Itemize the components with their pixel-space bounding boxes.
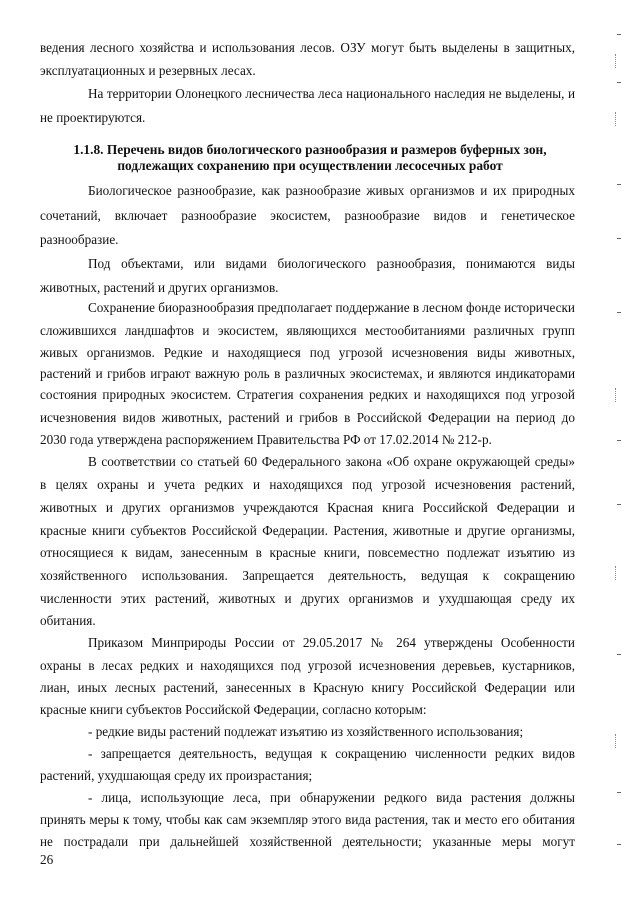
text-line: животных и других организмов учреждаются Красная книга Российской Федерации и (40, 500, 575, 515)
text-line: эксплуатационных и резервных лесах. (40, 63, 256, 78)
text-line: красные книги субъектов Российской Федерации. Растения, животные и другие организмы, (40, 523, 575, 538)
list-item: - запрещается деятельность, ведущая к сокращению численности редких видов (88, 746, 575, 761)
text-line: растений, ухудшающая среду их произрастания; (40, 768, 313, 783)
text-line: ведения лесного хозяйства и использования лесов. ОЗУ могут быть выделены в защитных, (40, 40, 575, 55)
text-line: животных, растений и других организмов. (40, 280, 279, 295)
list-item: - лица, использующие леса, при обнаружении редкого вида растения должны (88, 790, 575, 805)
text-line: хозяйственного использования. Запрещается деятельность, ведущая к сокращению (40, 568, 575, 583)
text-line: Приказом Минприроды России от 29.05.2017 № 264 утверждены Особенности (88, 635, 575, 650)
text-line: разнообразие. (40, 232, 119, 247)
scan-margin-mark (617, 238, 621, 239)
text-line: обитания. (40, 613, 96, 628)
text-line: растений и грибов играют важную роль в различных экосистемах, и являются индикаторами (40, 366, 575, 381)
text-line: красные книги субъектов Российской Федерации, согласно которым: (40, 702, 427, 717)
page-number: 26 (40, 852, 54, 867)
scan-margin-mark (615, 388, 618, 402)
text-line: относящиеся к видам, занесенным в красные книги, повсеместно подлежат изъятию из (40, 545, 575, 560)
scan-margin-mark (617, 184, 621, 185)
text-line: На территории Олонецкого лесничества леса национального наследия не выделены, и (88, 86, 575, 101)
text-line: сложившихся ландшафтов и экосистем, являющихся местообитаниями различных групп (40, 323, 575, 338)
text-line: живых организмов. Редкие и находящиеся под угрозой исчезновения виды животных, (40, 345, 575, 360)
text-line: 2030 года утверждена распоряжением Правительства РФ от 17.02.2014 № 212-р. (40, 432, 492, 447)
scan-margin-mark (617, 844, 621, 845)
scan-margin-mark (617, 792, 621, 793)
scan-margin-mark (615, 566, 618, 580)
text-line: Биологическое разнообразие, как разнообразие живых организмов и их природных (88, 183, 575, 198)
scan-margin-mark (617, 654, 621, 655)
scan-margin-mark (617, 440, 621, 441)
text-line: не проектируются. (40, 110, 146, 125)
list-item: - редкие виды растений подлежат изъятию из хозяйственного использования; (88, 724, 524, 739)
text-line: не пострадали при дальнейшей хозяйственной деятельности; указанные меры могут (40, 834, 575, 849)
scan-margin-mark (615, 54, 618, 68)
text-line: исчезновения видов животных, растений и грибов в Российской Федерации на период до (40, 410, 575, 425)
text-line: в целях охраны и учета редких и находящихся под угрозой исчезновения растений, (40, 477, 575, 492)
scan-margin-mark (617, 34, 621, 35)
text-line: лиан, иных лесных растений, занесенных в Красную книгу Российской Федерации или (40, 680, 575, 695)
scan-margin-mark (617, 82, 621, 83)
scan-margin-mark (617, 312, 621, 313)
scan-margin-mark (615, 112, 618, 126)
text-line: В соответствии со статьей 60 Федерального закона «Об охране окружающей среды» (88, 454, 575, 469)
text-line: состояния природных экосистем. Стратегия сохранения редких и находящихся под угрозой (40, 387, 575, 402)
text-line: численности этих растений, животных и других организмов и ухудшающая среду их (40, 591, 575, 606)
scan-margin-mark (615, 734, 618, 748)
section-heading-line-1: 1.1.8. Перечень видов биологического разнообразия и размеров буферных зон, (73, 142, 547, 157)
text-line: охраны в лесах редких и находящихся под угрозой исчезновения деревьев, кустарников, (40, 658, 575, 673)
text-line: Сохранение биоразнообразия предполагает поддержание в лесном фонде исторически (88, 300, 575, 315)
text-line: принять меры к тому, чтобы как сам экземпляр этого вида растения, так и место его обитания (40, 812, 575, 827)
text-line: Под объектами, или видами биологического разнообразия, понимаются виды (88, 256, 575, 271)
scan-margin-mark (617, 504, 621, 505)
section-heading-line-2: подлежащих сохранению при осуществлении лесосечных работ (117, 158, 503, 173)
text-line: сочетаний, включает разнообразие экосистем, разнообразие видов и генетическое (40, 208, 575, 223)
